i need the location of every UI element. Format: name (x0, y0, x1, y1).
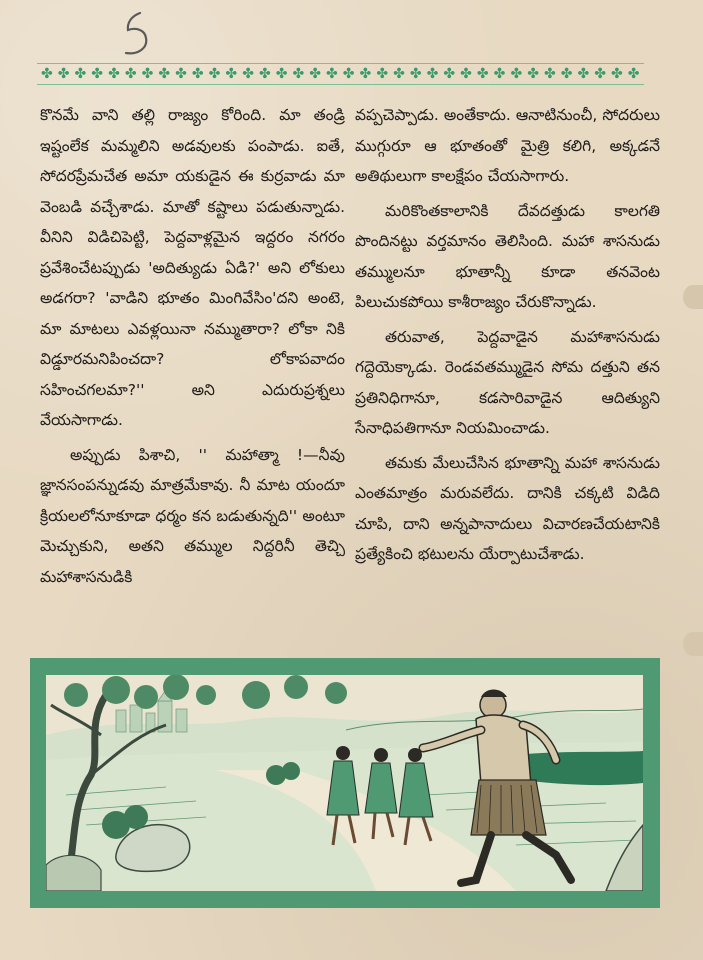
page-edge-tear (683, 285, 703, 309)
right-paragraph-4: తమకు మేలుచేసిన భూతాన్ని మహా శాసనుడు ఎంతమాత్రం మరువలేదు. దానికి చక్కటి విడిది చూపి, దాని అన్నపానాదులు విచారణచేయటానికి ప్రత్యేకించి భటులను యేర్పాటుచేశాడు. (355, 453, 660, 563)
handwritten-page-mark (118, 10, 158, 60)
decorative-border-band: ✤ ✤ ✤ ✤ ✤ ✤ ✤ ✤ ✤ ✤ ✤ ✤ ✤ ✤ ✤ ✤ ✤ ✤ ✤ ✤ ✤ ✤ ✤ ✤ ✤ ✤ ✤ ✤ ✤ ✤ ✤ ✤ ✤ ✤ ✤ ✤ (37, 63, 644, 85)
right-paragraph-1: వప్పచెప్పాడు. అంతేకాదు. ఆనాటినుంచీ, సోదరులు ముగ్గురూ ఆ భూతంతో మైత్రి కలిగి, అక్కడనే అతిథులుగా కాలక్షేపం చేయసాగారు. (355, 106, 660, 185)
left-paragraph-2: అప్పుడు పిశాచి, '' మహాత్మా !—నీవు జ్ఞానసంపన్నుడవు మాత్రమేకావు. నీ మాట యందూ క్రియలలోనూకూడా ధర్మం కన బడుతున్నది'' అంటూ మెచ్చుకుని, అతని తమ్ముల నిద్దరినీ తెచ్చి మహాశాసనుడికి (40, 445, 345, 586)
illustration-demon-chasing-three-boys (46, 675, 643, 891)
left-paragraph-1: కొనమే వాని తల్లి రాజ్యం కోరింది. మా తండ్రి ఇష్టంలేక మమ్మలిని అడవులకు పంపాడు. ఐతే, సోదరప్రేమచేత అమా యకుడైన ఈ కుర్రవాడు మా వెంబడి వచ్చేశాడు. మాతో కష్టాలు పడుతున్నాడు. వీనిని విడిచిపెట్టి, పెద్దవాళ్లమైన ఇద్దరం నగరం ప్రవేశించేటప్పుడు 'అదిత్యుడు ఏడి?' అని లోకులు అడగరా? 'వాడిని భూతం మింగివేసిం'దని అంటె, మా మాటలు ఎవళ్లయినా నమ్ముతారా? లోకా నికి విడ్డూరమనిపించదా? లోకాపవాదం సహించగలమా?'' అని ఎదురుప్రశ్నలు వేయసాగాడు. (40, 106, 345, 429)
page-edge-tear (683, 632, 703, 656)
ornament-icon: ✤ (41, 66, 53, 82)
right-text-column (355, 100, 660, 570)
left-text-column (40, 100, 345, 592)
story-illustration-frame (30, 658, 660, 908)
right-paragraph-2: మరికొంతకాలానికి దేవదత్తుడు కాలగతి పొందినట్టు వర్తమానం తెలిసింది. మహా శాసనుడు తమ్ములనూ భూతాన్నీ కూడా తనవెంట పిలుచుకపోయి కాశీరాజ్యం చేరుకొన్నాడు. (355, 201, 660, 311)
right-paragraph-3: తరువాత, పెద్దవాడైన మహాశాసనుడు గద్దెయెక్కాడు. రెండవతమ్ముడైన సోమ దత్తుని తన ప్రతినిధిగానూ, కడసారివాడైన ఆదిత్యుని సేనాధిపతిగానూ నియమించాడు. (355, 327, 660, 437)
